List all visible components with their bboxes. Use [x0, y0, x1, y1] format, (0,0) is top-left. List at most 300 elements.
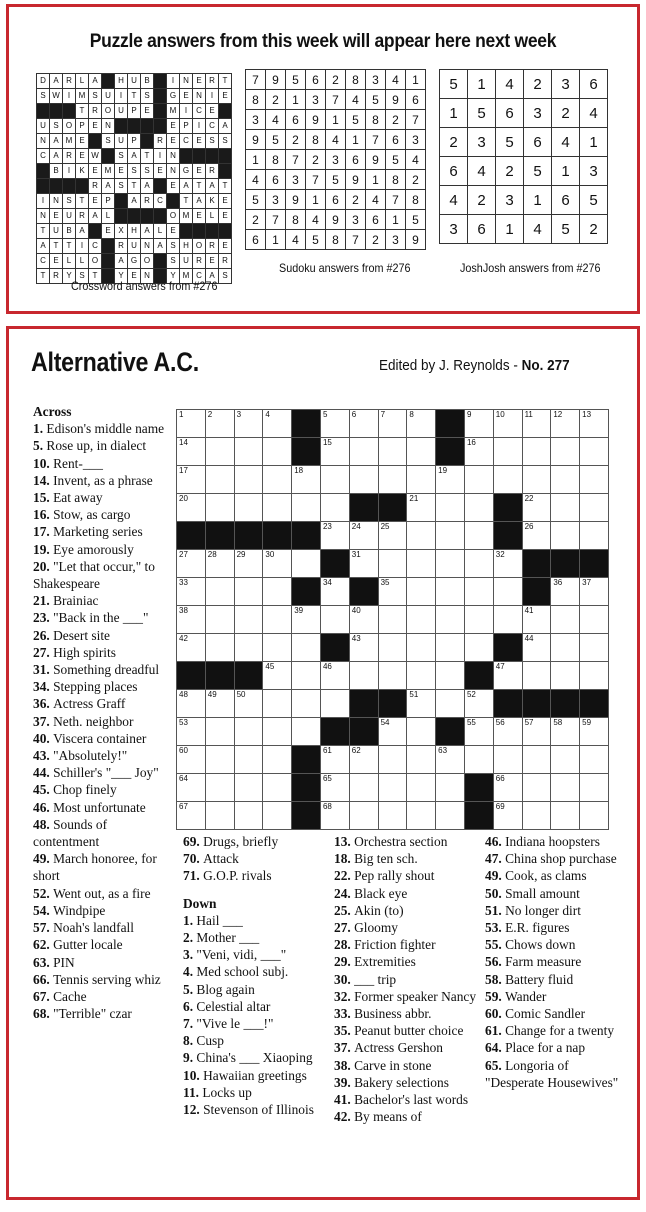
grid-cell[interactable] — [263, 662, 292, 690]
joshjosh-answer-cell: 6 — [552, 186, 580, 215]
grid-cell[interactable] — [493, 746, 522, 774]
grid-cell[interactable] — [205, 606, 234, 634]
grid-cell[interactable] — [205, 466, 234, 494]
crossword-answer-cell: P — [102, 194, 115, 209]
grid-cell[interactable] — [177, 718, 206, 746]
grid-cell[interactable] — [320, 606, 349, 634]
sudoku-answer-cell: 5 — [386, 150, 406, 170]
joshjosh-answer-cell: 3 — [580, 157, 608, 186]
grid-cell[interactable] — [407, 634, 436, 662]
clue-number: 39. — [334, 1074, 355, 1090]
grid-cell[interactable] — [320, 578, 349, 606]
cell-number: 52 — [466, 690, 476, 699]
cell-number: 61 — [322, 746, 332, 755]
grid-cell[interactable] — [522, 662, 551, 690]
grid-cell[interactable] — [436, 522, 465, 550]
grid-cell[interactable] — [551, 410, 580, 438]
grid-cell[interactable] — [407, 606, 436, 634]
crossword-answer-cell: E — [76, 149, 89, 164]
grid-cell[interactable] — [551, 466, 580, 494]
crossword-answer-cell: S — [37, 89, 50, 104]
across-clue — [33, 816, 173, 850]
grid-black-square — [320, 550, 349, 578]
grid-cell[interactable] — [493, 578, 522, 606]
grid-cell[interactable] — [407, 578, 436, 606]
crossword-answer-cell: A — [128, 194, 141, 209]
crossword-answer-cell — [180, 224, 193, 239]
grid-cell[interactable] — [464, 690, 493, 718]
grid-cell[interactable] — [292, 662, 321, 690]
crossword-answer-cell: R — [206, 164, 219, 179]
grid-cell[interactable] — [522, 438, 551, 466]
grid-cell[interactable] — [580, 746, 609, 774]
crossword-answer-cell — [193, 224, 206, 239]
crossword-answer-cell: R — [89, 179, 102, 194]
grid-cell[interactable] — [493, 606, 522, 634]
grid-cell[interactable] — [292, 466, 321, 494]
grid-cell[interactable] — [580, 522, 609, 550]
grid-cell[interactable] — [349, 634, 378, 662]
joshjosh-answers-grid — [439, 69, 608, 244]
grid-black-square — [464, 802, 493, 830]
grid-cell[interactable] — [177, 606, 206, 634]
grid-cell[interactable] — [177, 774, 206, 802]
crossword-answer-cell: P — [76, 119, 89, 134]
grid-cell[interactable] — [234, 690, 263, 718]
down-heading: Down — [183, 895, 217, 911]
grid-cell[interactable] — [378, 802, 407, 830]
down-clue — [334, 971, 486, 988]
grid-cell[interactable] — [263, 746, 292, 774]
clue-number: 9. — [183, 1050, 197, 1066]
down-clue — [183, 1084, 323, 1101]
grid-cell[interactable] — [580, 466, 609, 494]
grid-cell[interactable] — [551, 634, 580, 662]
grid-cell[interactable] — [234, 494, 263, 522]
cell-number: 48 — [179, 690, 188, 699]
crossword-grid[interactable] — [176, 409, 609, 830]
grid-cell[interactable] — [349, 774, 378, 802]
crossword-answer-cell: E — [50, 209, 63, 224]
grid-cell[interactable] — [493, 550, 522, 578]
sudoku-answer-cell: 5 — [406, 210, 426, 230]
clue-text: Brainiac — [53, 593, 99, 609]
crossword-answer-cell — [115, 194, 128, 209]
grid-cell[interactable] — [436, 550, 465, 578]
crossword-answer-cell — [154, 89, 167, 104]
grid-cell[interactable] — [464, 718, 493, 746]
crossword-answer-cell: R — [141, 194, 154, 209]
grid-cell[interactable] — [349, 438, 378, 466]
grid-cell[interactable] — [349, 662, 378, 690]
crossword-answer-cell: B — [50, 164, 63, 179]
grid-cell[interactable] — [177, 494, 206, 522]
crossword-answer-cell: A — [193, 194, 206, 209]
crossword-answer-cell: A — [180, 179, 193, 194]
grid-cell[interactable] — [551, 606, 580, 634]
grid-cell[interactable] — [320, 410, 349, 438]
grid-cell[interactable] — [436, 690, 465, 718]
cell-number: 66 — [495, 774, 505, 783]
grid-cell[interactable] — [234, 718, 263, 746]
grid-cell[interactable] — [205, 690, 234, 718]
sudoku-answer-cell: 3 — [406, 130, 426, 150]
down-clue — [485, 833, 625, 850]
grid-cell[interactable] — [320, 438, 349, 466]
grid-cell[interactable] — [205, 774, 234, 802]
grid-cell[interactable] — [378, 746, 407, 774]
grid-cell[interactable] — [320, 802, 349, 830]
clue-text: "Vive le ___!" — [196, 1016, 274, 1032]
cell-number: 54 — [380, 718, 390, 727]
grid-cell[interactable] — [580, 438, 609, 466]
crossword-answer-cell: U — [50, 224, 63, 239]
down-clue — [485, 971, 625, 988]
grid-cell[interactable] — [205, 746, 234, 774]
grid-cell[interactable] — [205, 550, 234, 578]
joshjosh-answer-cell: 2 — [552, 99, 580, 128]
grid-cell[interactable] — [493, 466, 522, 494]
grid-cell[interactable] — [551, 802, 580, 830]
crossword-answer-cell: R — [76, 209, 89, 224]
grid-cell[interactable] — [464, 522, 493, 550]
grid-cell[interactable] — [177, 802, 206, 830]
grid-cell[interactable] — [349, 746, 378, 774]
grid-cell[interactable] — [493, 802, 522, 830]
editor-credit: Edited by J. Reynolds - — [379, 357, 522, 374]
grid-cell[interactable] — [320, 662, 349, 690]
grid-cell[interactable] — [263, 606, 292, 634]
grid-cell[interactable] — [407, 802, 436, 830]
grid-cell[interactable] — [292, 634, 321, 662]
down-clue — [485, 988, 625, 1005]
grid-cell[interactable] — [177, 690, 206, 718]
grid-cell[interactable] — [407, 494, 436, 522]
grid-cell[interactable] — [407, 438, 436, 466]
sudoku-answer-cell: 7 — [366, 130, 386, 150]
down-clue — [485, 867, 625, 884]
crossword-answer-cell: E — [89, 194, 102, 209]
grid-cell[interactable] — [263, 634, 292, 662]
grid-cell[interactable] — [464, 578, 493, 606]
grid-cell[interactable] — [177, 634, 206, 662]
grid-cell[interactable] — [177, 410, 206, 438]
grid-cell[interactable] — [522, 718, 551, 746]
grid-cell[interactable] — [580, 718, 609, 746]
grid-cell[interactable] — [177, 466, 206, 494]
grid-cell[interactable] — [320, 466, 349, 494]
grid-cell[interactable] — [263, 578, 292, 606]
across-clue — [33, 609, 173, 626]
grid-cell[interactable] — [522, 774, 551, 802]
clue-text: Marketing series — [53, 524, 143, 540]
grid-cell[interactable] — [464, 550, 493, 578]
grid-cell[interactable] — [522, 606, 551, 634]
crossword-answer-cell — [167, 194, 180, 209]
grid-black-square — [464, 662, 493, 690]
grid-cell[interactable] — [177, 578, 206, 606]
grid-cell[interactable] — [493, 410, 522, 438]
grid-cell[interactable] — [292, 690, 321, 718]
grid-cell[interactable] — [551, 438, 580, 466]
grid-cell[interactable] — [378, 522, 407, 550]
clue-text: Drugs, briefly — [203, 834, 279, 849]
grid-cell[interactable] — [292, 606, 321, 634]
grid-cell[interactable] — [205, 438, 234, 466]
grid-cell[interactable] — [407, 662, 436, 690]
sudoku-answer-cell: 4 — [406, 150, 426, 170]
cell-number: 51 — [409, 690, 419, 699]
grid-black-square — [436, 438, 465, 466]
grid-cell[interactable] — [234, 606, 263, 634]
grid-cell[interactable] — [378, 774, 407, 802]
grid-cell[interactable] — [378, 606, 407, 634]
sudoku-answer-cell: 9 — [266, 70, 286, 90]
grid-cell[interactable] — [551, 774, 580, 802]
grid-cell[interactable] — [205, 718, 234, 746]
grid-cell[interactable] — [320, 690, 349, 718]
grid-cell[interactable] — [580, 802, 609, 830]
down-clue — [183, 1101, 323, 1118]
grid-cell[interactable] — [436, 634, 465, 662]
grid-cell[interactable] — [407, 466, 436, 494]
puzzle-title: Alternative A.C. — [31, 347, 199, 377]
grid-cell[interactable] — [234, 774, 263, 802]
sudoku-answer-cell: 9 — [386, 90, 406, 110]
grid-black-square — [205, 662, 234, 690]
grid-cell[interactable] — [349, 522, 378, 550]
grid-cell[interactable] — [464, 606, 493, 634]
grid-cell[interactable] — [464, 438, 493, 466]
grid-cell[interactable] — [580, 774, 609, 802]
grid-cell[interactable] — [234, 802, 263, 830]
crossword-answer-cell — [154, 209, 167, 224]
grid-cell[interactable] — [349, 410, 378, 438]
down-clue — [183, 1049, 323, 1066]
crossword-answer-cell: L — [63, 254, 76, 269]
sudoku-answer-cell: 7 — [306, 170, 326, 190]
grid-cell[interactable] — [205, 634, 234, 662]
grid-cell[interactable] — [580, 634, 609, 662]
grid-black-square — [436, 718, 465, 746]
joshjosh-answer-cell: 1 — [580, 128, 608, 157]
grid-cell[interactable] — [263, 690, 292, 718]
grid-cell[interactable] — [436, 774, 465, 802]
grid-cell[interactable] — [177, 438, 206, 466]
grid-cell[interactable] — [205, 802, 234, 830]
grid-cell[interactable] — [464, 746, 493, 774]
grid-cell[interactable] — [493, 438, 522, 466]
sudoku-answer-cell: 5 — [306, 230, 326, 250]
clue-text: Desert site — [53, 627, 110, 643]
grid-cell[interactable] — [292, 718, 321, 746]
grid-cell[interactable] — [320, 746, 349, 774]
crossword-answer-cell: S — [128, 164, 141, 179]
grid-cell[interactable] — [493, 662, 522, 690]
grid-cell[interactable] — [378, 410, 407, 438]
clue-text: Stepping places — [53, 679, 138, 695]
grid-cell[interactable] — [522, 802, 551, 830]
grid-cell[interactable] — [234, 746, 263, 774]
crossword-answer-cell: S — [141, 89, 154, 104]
crossword-answer-cell: S — [76, 269, 89, 284]
grid-cell[interactable] — [320, 522, 349, 550]
grid-cell[interactable] — [177, 746, 206, 774]
cell-number: 69 — [495, 802, 505, 811]
grid-cell[interactable] — [580, 662, 609, 690]
grid-cell[interactable] — [407, 690, 436, 718]
grid-cell[interactable] — [234, 634, 263, 662]
clue-text: Most unfortunate — [53, 799, 146, 815]
grid-cell[interactable] — [580, 578, 609, 606]
crossword-answer-cell — [89, 134, 102, 149]
grid-cell[interactable] — [234, 410, 263, 438]
grid-cell[interactable] — [407, 522, 436, 550]
grid-cell[interactable] — [263, 550, 292, 578]
clue-text: Wander — [505, 988, 547, 1004]
clue-text: Sounds of contentment — [33, 816, 108, 850]
grid-cell[interactable] — [177, 550, 206, 578]
cell-number: 21 — [409, 494, 419, 503]
grid-cell[interactable] — [407, 746, 436, 774]
sudoku-answer-cell: 9 — [406, 230, 426, 250]
grid-cell[interactable] — [522, 410, 551, 438]
grid-cell[interactable] — [493, 718, 522, 746]
grid-cell[interactable] — [436, 746, 465, 774]
grid-cell[interactable] — [522, 466, 551, 494]
grid-cell[interactable] — [263, 718, 292, 746]
grid-cell[interactable] — [436, 578, 465, 606]
grid-cell[interactable] — [234, 466, 263, 494]
crossword-answer-cell: E — [76, 134, 89, 149]
grid-cell[interactable] — [551, 718, 580, 746]
crossword-answer-cell: B — [141, 74, 154, 89]
crossword-answer-cell: T — [50, 239, 63, 254]
grid-cell[interactable] — [407, 550, 436, 578]
grid-cell[interactable] — [493, 774, 522, 802]
down-clue — [183, 963, 323, 980]
joshjosh-answer-cell: 4 — [496, 70, 524, 99]
crossword-answer-cell: R — [219, 254, 232, 269]
grid-cell[interactable] — [378, 662, 407, 690]
grid-cell[interactable] — [551, 578, 580, 606]
grid-cell[interactable] — [205, 578, 234, 606]
grid-cell[interactable] — [464, 410, 493, 438]
grid-cell[interactable] — [263, 494, 292, 522]
cell-number: 42 — [179, 634, 188, 643]
grid-cell[interactable] — [551, 662, 580, 690]
down-clue — [334, 919, 486, 936]
clue-number: 13. — [334, 834, 355, 849]
grid-cell[interactable] — [234, 438, 263, 466]
grid-cell[interactable] — [234, 578, 263, 606]
sudoku-answer-cell: 7 — [266, 210, 286, 230]
grid-cell[interactable] — [436, 802, 465, 830]
grid-cell[interactable] — [580, 606, 609, 634]
grid-cell[interactable] — [551, 494, 580, 522]
cell-number: 63 — [438, 746, 448, 755]
sudoku-answer-cell: 7 — [386, 190, 406, 210]
cell-number: 33 — [179, 578, 188, 587]
crossword-answer-cell: A — [50, 149, 63, 164]
grid-cell[interactable] — [436, 494, 465, 522]
grid-cell[interactable] — [580, 494, 609, 522]
grid-cell[interactable] — [436, 662, 465, 690]
grid-black-square — [580, 550, 609, 578]
grid-cell[interactable] — [263, 802, 292, 830]
grid-cell[interactable] — [263, 438, 292, 466]
grid-cell[interactable] — [378, 438, 407, 466]
grid-cell[interactable] — [436, 466, 465, 494]
down-clue — [334, 902, 486, 919]
grid-cell[interactable] — [378, 550, 407, 578]
grid-cell[interactable] — [349, 802, 378, 830]
grid-cell[interactable] — [349, 466, 378, 494]
clue-text: Small amount — [505, 885, 580, 901]
joshjosh-answer-cell: 6 — [524, 128, 552, 157]
clue-number: 37. — [33, 713, 54, 729]
grid-cell[interactable] — [349, 550, 378, 578]
grid-cell[interactable] — [378, 466, 407, 494]
grid-cell[interactable] — [378, 578, 407, 606]
grid-cell[interactable] — [320, 774, 349, 802]
grid-cell[interactable] — [464, 494, 493, 522]
cell-number: 24 — [351, 522, 361, 531]
grid-cell[interactable] — [407, 774, 436, 802]
grid-cell[interactable] — [464, 466, 493, 494]
cell-number: 65 — [322, 774, 332, 783]
grid-cell[interactable] — [551, 746, 580, 774]
grid-cell[interactable] — [522, 634, 551, 662]
joshjosh-answer-cell: 2 — [524, 70, 552, 99]
crossword-answer-cell: E — [206, 104, 219, 119]
crossword-answer-cell — [154, 74, 167, 89]
sudoku-answer-cell: 2 — [346, 190, 366, 210]
down-clue — [485, 902, 625, 919]
sudoku-answers-caption: Sudoku answers from #276 — [279, 261, 411, 275]
grid-cell[interactable] — [378, 634, 407, 662]
grid-cell[interactable] — [551, 522, 580, 550]
clue-text: "Back in the ___" — [53, 610, 149, 626]
grid-cell[interactable] — [292, 550, 321, 578]
crossword-answer-cell: L — [206, 209, 219, 224]
grid-cell[interactable] — [292, 494, 321, 522]
grid-cell[interactable] — [263, 410, 292, 438]
grid-cell[interactable] — [407, 718, 436, 746]
grid-cell[interactable] — [378, 718, 407, 746]
grid-cell[interactable] — [263, 466, 292, 494]
cell-number: 20 — [179, 494, 188, 503]
clue-number: 2. — [183, 930, 197, 946]
grid-cell[interactable] — [407, 410, 436, 438]
across-clue — [33, 541, 173, 558]
crossword-answer-cell: X — [115, 224, 128, 239]
grid-cell[interactable] — [522, 522, 551, 550]
crossword-answer-cell: E — [193, 74, 206, 89]
grid-cell[interactable] — [522, 746, 551, 774]
grid-cell[interactable] — [205, 410, 234, 438]
grid-cell[interactable] — [464, 634, 493, 662]
grid-cell[interactable] — [349, 606, 378, 634]
across-clue — [33, 455, 173, 472]
grid-cell[interactable] — [205, 494, 234, 522]
grid-cell[interactable] — [436, 606, 465, 634]
grid-cell[interactable] — [320, 494, 349, 522]
grid-cell[interactable] — [263, 774, 292, 802]
grid-cell[interactable] — [234, 550, 263, 578]
grid-cell[interactable] — [580, 410, 609, 438]
grid-cell[interactable] — [522, 494, 551, 522]
